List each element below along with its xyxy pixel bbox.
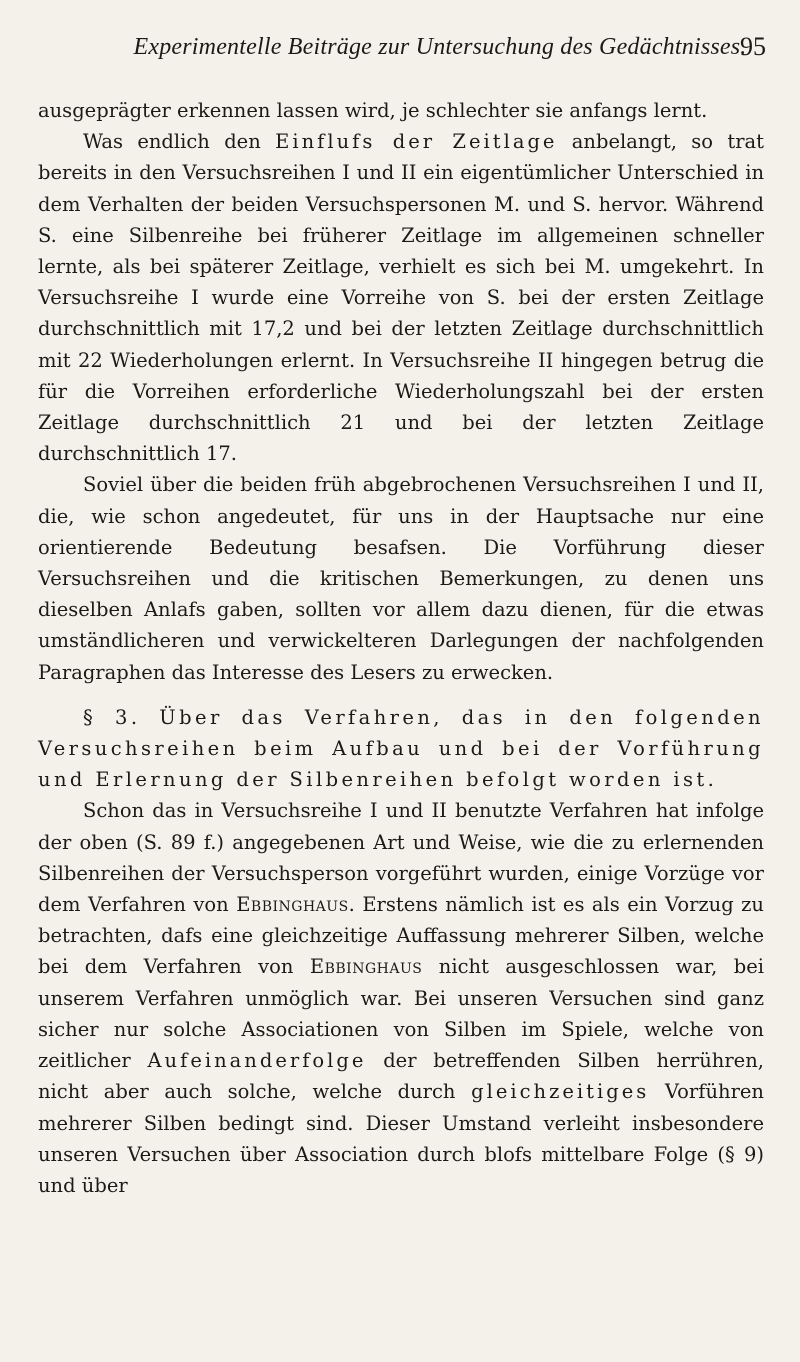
paragraph-4-part-d: der betreffenden Silben herrühren, nicht aber auch solche, welche durch	[38, 1049, 764, 1104]
body-text	[38, 95, 764, 1201]
paragraph-4-part-c: nicht ausgeschlossen war, bei unserem Verfahren unmöglich war. Bei unseren Versuchen sind ganz sicher nur solche Associationen von Silben im Spiele, welche von zeitlicher	[38, 955, 764, 1073]
author-name-ebbinghaus: Ebbinghaus	[309, 955, 423, 979]
author-name-ebbinghaus: Ebbinghaus	[236, 893, 349, 917]
paragraph-1: ausgeprägter erkennen lassen wird, je schlechter sie anfangs lernt.	[38, 99, 708, 122]
paragraph-4-part-b: . Erstens nämlich ist es als ein Vorzug zu betrachten, dafs eine gleichzeitige Auffassung mehrerer Silben, welche bei dem Verfahren von	[38, 893, 764, 979]
paragraph-2-rest: anbelangt, so trat bereits in den Versuchsreihen I und II ein eigentümlicher Unterschied in dem Verhalten der beiden Versuchspersonen M. und S. hervor. Während S. eine Silbenreihe bei früherer Zeitlage im allgemeinen schneller lernte, als bei späterer Zeitlage, verhielt es sich bei M. umgekehrt. In Versuchsreihe I wurde eine Vorreihe von S. bei der ersten Zeitlage durchschnittlich mit 17,2 und bei der letzten Zeitlage durchschnittlich mit 22 Wiederholungen erlernt. In Versuchsreihe II hingegen betrug die für die Vorreihen erforderliche Wiederholungszahl bei der ersten Zeitlage durchschnittlich 21 und bei der letzten Zeitlage durchschnittlich 17.	[38, 130, 764, 466]
running-header: Experimentelle Beiträge zur Untersuchung des Gedächtnisses.	[133, 34, 747, 60]
paragraph-4-part-a: Schon das in Versuchsreihe I und II benutzte Verfahren hat infolge der oben (S. 89 f.) angegebenen Art und Weise, wie die zu erlernenden Silbenreihen der Versuchsperson vorgeführt wurden, einige Vorzüge vor dem Verfahren von	[38, 799, 764, 917]
emphasis-gleichzeitiges: gleichzeitiges	[471, 1080, 650, 1104]
page-number: 95	[740, 32, 766, 61]
section-heading: § 3. Über das Verfahren, das in den folgenden Versuchsreihen beim Aufbau und bei der Vorführung und Erlernung der Silbenreihen befolgt worden ist.	[38, 705, 764, 792]
paragraph-2-start: Was endlich den	[83, 130, 276, 154]
paragraph-4-part-e: Vorführen mehrerer Silben bedingt sind. Dieser Umstand verleiht insbesondere unseren Versuchen über Association durch blofs mittelbare Folge (§ 9) und über	[38, 1080, 764, 1197]
emphasis-zeitlage: Einflufs der Zeitlage	[275, 130, 558, 154]
emphasis-aufeinanderfolge: Aufeinanderfolge	[147, 1049, 367, 1073]
paragraph-4	[38, 795, 764, 1201]
paragraph-2	[38, 126, 764, 469]
paragraph-3: Soviel über die beiden früh abgebrochenen Versuchsreihen I und II, die, wie schon angedeutet, für uns in der Hauptsache nur eine orientierende Bedeutung besafsen. Die Vorführung dieser Versuchsreihen und die kritischen Bemerkungen, zu denen uns dieselben Anlafs gaben, sollten vor allem dazu dienen, für die etwas umständlicheren und verwickelteren Darlegungen der nachfolgenden Paragraphen das Interesse des Lesers zu erwecken.	[38, 473, 764, 684]
